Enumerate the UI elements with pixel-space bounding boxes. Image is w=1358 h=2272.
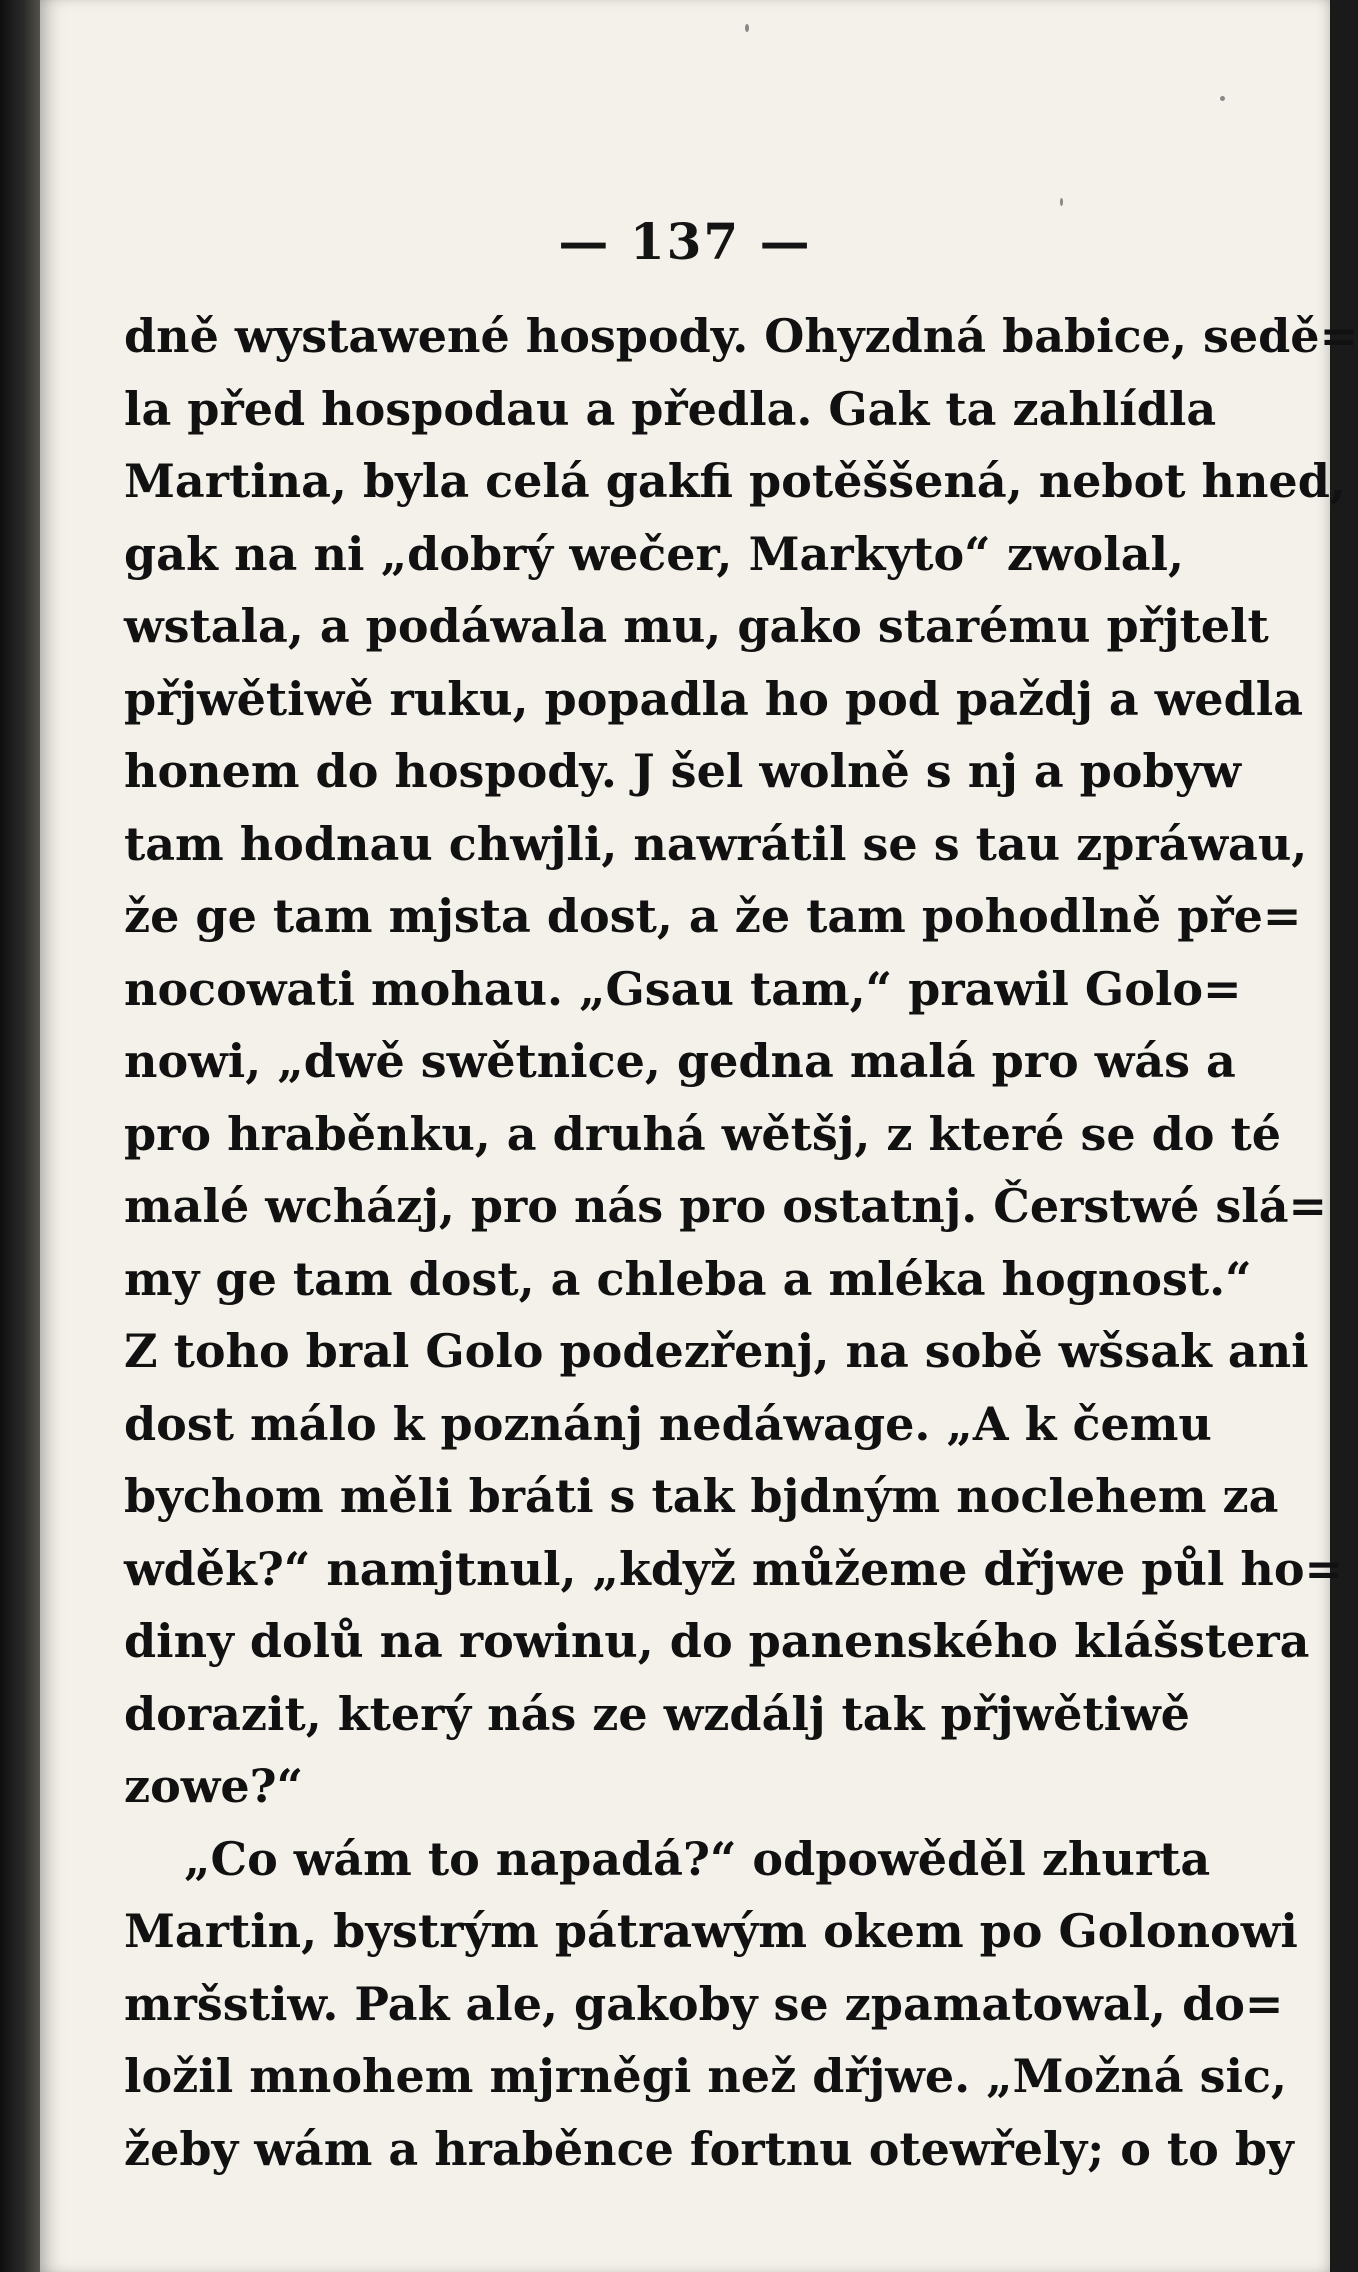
- text-line: Martin, bystrým pátrawým okem po Golonowi: [124, 1904, 1298, 1958]
- text-line: wděk?“ namjtnul, „když můžeme dřjwe půl ho=: [124, 1541, 1344, 1596]
- text-line: žeby wám a hraběnce fortnu otewřely; o to by: [124, 2121, 1294, 2176]
- text-line: přjwětiwě ruku, popadla ho pod paždj a wedla: [124, 671, 1304, 726]
- text-line: nocowati mohau. „Gsau tam,“ prawil Golo=: [124, 961, 1242, 1016]
- text-line: že ge tam mjsta dost, a že tam pohodlně pře=: [124, 889, 1302, 943]
- book-page: [40, 0, 1358, 2272]
- text-line: mršstiw. Pak ale, gakoby se zpamatowal, do=: [124, 1976, 1284, 2031]
- page-number: — 137 —: [558, 212, 812, 271]
- text-line: wstala, a podáwala mu, gako starému přjtelt: [124, 599, 1269, 653]
- text-line: nowi, „dwě swětnice, gedna malá pro wás a: [124, 1034, 1236, 1088]
- text-line: dost málo k poznánj nedáwage. „A k čemu: [124, 1396, 1212, 1451]
- body-text: [124, 300, 1358, 2185]
- text-line: dně wystawené hospody. Ohyzdná babice, sedě=: [124, 309, 1358, 363]
- text-line: „Co wám to napadá?“ odpowěděl zhurta: [184, 1831, 1211, 1886]
- text-line: diny dolů na rowinu, do panenského klášstera: [124, 1614, 1310, 1668]
- book-gutter-shadow: [0, 0, 40, 2272]
- text-line: ložil mnohem mjrněgi než dřjwe. „Možná sic,: [124, 2049, 1287, 2103]
- text-line: la před hospodau a předla. Gak ta zahlídla: [124, 381, 1217, 436]
- text-line: tam hodnau chwjli, nawrátil se s tau zpráwau,: [124, 816, 1308, 871]
- text-line: my ge tam dost, a chleba a mléka hognost.“: [124, 1251, 1252, 1306]
- text-line: bychom měli bráti s tak bjdným noclehem za: [124, 1469, 1279, 1523]
- text-line: gak na ni „dobrý wečer, Markyto“ zwolal,: [124, 526, 1184, 581]
- text-line: dorazit, který nás ze wzdálj tak přjwětiwě: [124, 1686, 1190, 1741]
- text-line: honem do hospody. J šel wolně s nj a pobyw: [124, 744, 1241, 798]
- text-line: pro hraběnku, a druhá wětšj, z které se do té: [124, 1106, 1282, 1161]
- text-line: Martina, byla celá gakfi potěššená, nebot hned,: [124, 454, 1346, 508]
- text-line: zowe?“: [124, 1759, 304, 1813]
- text-line: Z toho bral Golo podezřenj, na sobě wšsak ani: [124, 1324, 1309, 1378]
- paper-speck: [1060, 198, 1063, 206]
- text-line: malé wcházj, pro nás pro ostatnj. Čerstwé slá=: [124, 1179, 1328, 1233]
- paper-speck: [745, 24, 749, 32]
- paper-speck: [1220, 96, 1225, 101]
